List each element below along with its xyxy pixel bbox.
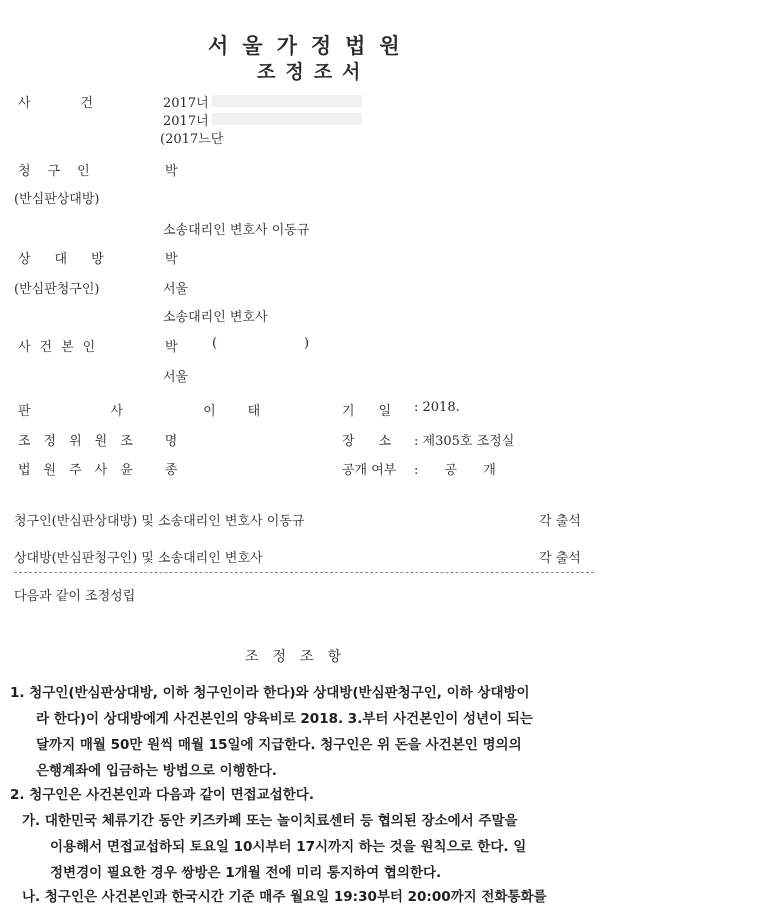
official-mediator-name: 조명 — [120, 434, 210, 449]
term-line: 달까지 매월 50만 원씩 매월 15일에 지급한다. 청구인은 위 돈을 사건본인 명의의 — [36, 737, 522, 753]
case-line-3: (2017느단 — [160, 132, 224, 147]
respondent-name: 박 — [165, 252, 178, 267]
official-judge-title: 판사 — [18, 404, 204, 419]
official-mediator-title: 조정위원 — [18, 434, 121, 449]
term-line: 1. 청구인(반심판상대방, 이하 청구인이라 한다)와 상대방(반심판청구인, 이하 상대방이 — [10, 685, 530, 701]
case-line-1: 2017너 — [163, 96, 209, 111]
official-clerk-title: 법원주사 — [18, 463, 121, 478]
respondent-label: 상대방 — [18, 252, 128, 267]
date-value: : 2018. — [414, 400, 460, 415]
official-row-judge — [18, 400, 293, 419]
term-line: 은행계좌에 입금하는 방법으로 이행한다. — [36, 763, 277, 779]
principal-label: 사건본인 — [18, 340, 105, 355]
respondent-agent: 소송대리인 변호사 — [163, 310, 268, 325]
claimant-sub-label: (반심판상대방) — [14, 192, 100, 207]
term-line: 이용해서 면접교섭하되 토요일 10시부터 17시까지 하는 것을 원칙으로 한다. 일 — [50, 839, 527, 855]
case-label — [18, 92, 144, 111]
attendance-respondent: 상대방(반심판청구인) 및 소송대리인 변호사 — [14, 551, 263, 566]
term-line: 나. 청구인은 사건본인과 한국시간 기준 매주 월요일 19:30부터 20:00까지 전화통화를 — [22, 889, 547, 905]
attendance-claimant-status: 각 출석 — [539, 514, 581, 529]
principal-paren-open: ( — [212, 336, 218, 351]
official-judge-name: 이태 — [203, 404, 293, 419]
mediation-result: 다음과 같이 조정성립 — [14, 589, 136, 604]
redaction — [212, 95, 362, 107]
respondent-address: 서울 — [163, 282, 189, 297]
public-label: 공개 여부 — [342, 463, 397, 478]
official-row-clerk — [18, 459, 210, 478]
claimant-agent: 소송대리인 변호사 이동규 — [163, 223, 310, 238]
claimant-name: 박 — [165, 164, 178, 179]
principal-address: 서울 — [163, 370, 189, 385]
official-row-mediator — [18, 430, 210, 449]
principal-name: 박 — [165, 340, 178, 355]
case-label-text: 사건 — [18, 96, 144, 111]
public-value: : 공 개 — [414, 463, 496, 478]
term-line: 라 한다)이 상대방에게 사건본인의 양육비로 2018. 3.부터 사건본인이 성년이 되는 — [36, 711, 533, 727]
term-line: 정변경이 필요한 경우 쌍방은 1개월 전에 미리 통지하여 협의한다. — [50, 865, 442, 881]
document-title: 조정조서 — [257, 61, 371, 83]
attendance-claimant: 청구인(반심판상대방) 및 소송대리인 변호사 이동규 — [14, 514, 305, 529]
case-line-2: 2017너 — [163, 114, 209, 129]
date-label: 기일 — [342, 404, 416, 419]
attendance-respondent-status: 각 출석 — [539, 551, 581, 566]
respondent-sub-label: (반심판청구인) — [14, 282, 100, 297]
principal-paren-close: ) — [304, 336, 310, 351]
redaction — [212, 113, 362, 125]
claimant-label: 청구인 — [18, 164, 107, 179]
court-name: 서울가정법원 — [208, 34, 414, 58]
divider — [14, 572, 594, 573]
place-label: 장소 — [342, 434, 416, 449]
term-line: 가. 대한민국 체류기간 동안 키즈카페 또는 놀이치료센터 등 협의된 장소에서 주말을 — [22, 813, 518, 829]
terms-heading: 조정조항 — [245, 649, 356, 665]
term-line: 2. 청구인은 사건본인과 다음과 같이 면접교섭한다. — [10, 787, 314, 803]
place-value: : 제305호 조정실 — [414, 434, 515, 449]
official-clerk-name: 윤종 — [120, 463, 210, 478]
